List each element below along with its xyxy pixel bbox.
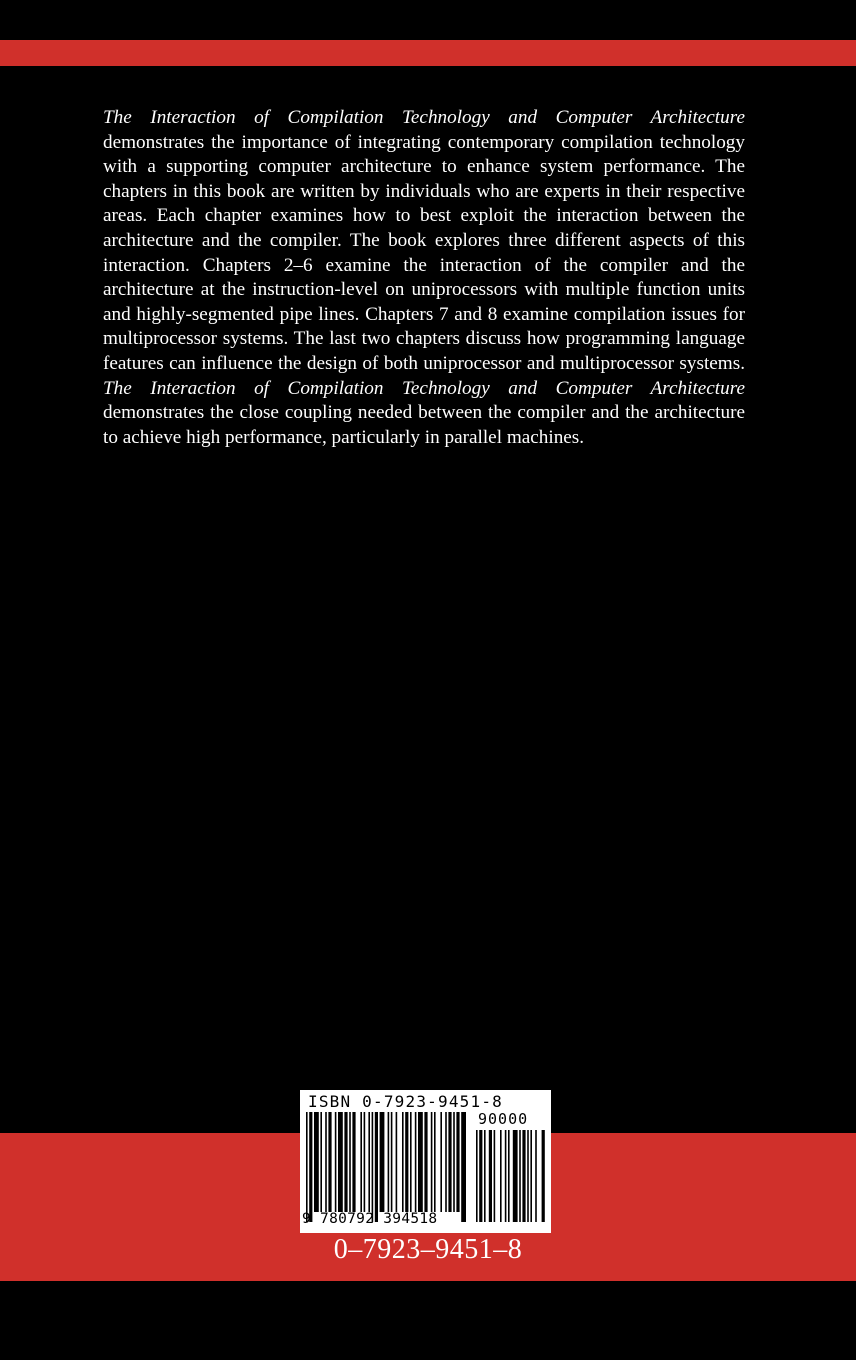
- barcode-addon-bar: [500, 1130, 502, 1222]
- barcode-bar: [431, 1112, 433, 1212]
- isbn-barcode: [300, 1090, 551, 1233]
- barcode-addon-bar: [484, 1130, 486, 1222]
- barcode-bar: [380, 1112, 385, 1212]
- barcode-bar: [445, 1112, 447, 1212]
- barcode-bar: [396, 1112, 398, 1212]
- barcode-bar: [415, 1112, 417, 1212]
- barcode-bar: [405, 1112, 408, 1212]
- barcode-bar: [360, 1112, 362, 1212]
- barcode-bar: [388, 1112, 390, 1212]
- barcode-addon-bar: [476, 1130, 478, 1222]
- barcode-bar: [309, 1112, 312, 1222]
- barcode-bar: [453, 1112, 455, 1212]
- barcode-addon-bar: [505, 1130, 507, 1222]
- barcode-addon-bar: [519, 1130, 521, 1222]
- barcode-addon-bar: [530, 1130, 532, 1222]
- barcode-bar: [328, 1112, 331, 1212]
- barcode-bar: [314, 1112, 319, 1212]
- barcode-bar: [349, 1112, 351, 1212]
- barcode-addon-bar: [513, 1130, 518, 1222]
- barcode-bar: [375, 1112, 378, 1222]
- barcode-addon-bar: [527, 1130, 529, 1222]
- barcode-addon-bar: [479, 1130, 482, 1222]
- barcode-bar: [335, 1112, 337, 1212]
- barcode-isbn-label: ISBN 0-7923-9451-8: [308, 1092, 503, 1111]
- barcode-bar: [402, 1112, 404, 1212]
- blurb-body-1: demonstrates the importance of integrating contemporary compilation technology with a supporting computer architecture to enhance system performance. The chapters in this book are written by individuals who are experts in their respective areas. Each chapter examines how to best exploit the interaction between the architecture and the compiler. The book explores three different aspects of this interaction. Chapters 2–6 examine the interaction of the compiler and the architecture at the instruction-level on uniprocessors with multiple function units and highly-segmented pipe lines. Chapters 7 and 8 examine compilation issues for multiprocessor systems. The last two chapters discuss how programming language features can influence the design of both uniprocessor and multiprocessor systems.: [103, 131, 745, 374]
- barcode-bar: [338, 1112, 343, 1212]
- barcode-bar: [424, 1112, 427, 1212]
- barcode-bar: [434, 1112, 436, 1212]
- barcode-price-code: 90000: [478, 1110, 529, 1128]
- barcode-addon-bar: [508, 1130, 510, 1222]
- barcode-bar: [456, 1112, 459, 1212]
- barcode-bar: [448, 1112, 451, 1212]
- barcode-bar: [418, 1112, 423, 1212]
- barcode-addon-bar: [489, 1130, 492, 1222]
- isbn-printed: 0–7923–9451–8: [333, 1234, 523, 1265]
- back-cover-blurb: [103, 106, 745, 450]
- barcode-addon-bar: [494, 1130, 496, 1222]
- blurb-body-2: demonstrates the close coupling needed between the compiler and the architecture to achieve high performance, particularly in parallel machines.: [103, 402, 745, 448]
- barcode-bar: [352, 1112, 355, 1212]
- top-red-band: [0, 40, 856, 66]
- barcode-bar: [461, 1112, 466, 1222]
- barcode-bar: [325, 1112, 327, 1212]
- barcode-bar: [368, 1112, 370, 1212]
- barcode-bar: [440, 1112, 442, 1212]
- barcode-bar: [391, 1112, 393, 1212]
- barcode-addon-bar: [542, 1130, 545, 1222]
- blurb-title-2: The Interaction of Compilation Technology and Computer Architecture: [103, 377, 745, 399]
- barcode-bar: [306, 1112, 308, 1222]
- blurb-title-1: The Interaction of Compilation Technology and Computer Architecture: [103, 107, 745, 128]
- barcode-bar: [364, 1112, 366, 1212]
- barcode-addon-bar: [535, 1130, 537, 1222]
- barcode-bar: [320, 1112, 322, 1212]
- barcode-bar: [410, 1112, 412, 1212]
- barcode-ean-digits: 9 780792 394518: [302, 1211, 438, 1227]
- barcode-bar: [344, 1112, 347, 1212]
- barcode-addon-bar: [522, 1130, 525, 1222]
- barcode-bar: [372, 1112, 374, 1222]
